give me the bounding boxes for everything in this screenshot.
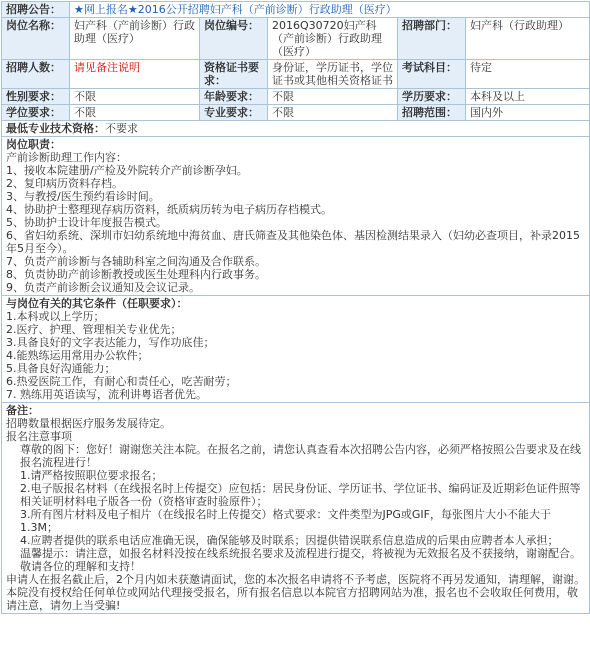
- certificate-value: 身份证，学历证书，学位证书或其他相关资格证书: [268, 60, 398, 89]
- major-value: 不限: [268, 105, 398, 121]
- position-code-value: 2016Q30720妇产科（产前诊断）行政助理（医疗）: [268, 18, 398, 60]
- duties-section: [2, 137, 590, 296]
- requirement-line: 7. 熟练用英语读写，流利讲粤语者优先。: [6, 388, 207, 401]
- remark-line: 温馨提示：请注意，如报名材料没按在线系统报名要求及流程进行提交，将被视为无效报名及不获接纳，谢谢配合。敬请各位的理解和支持！: [20, 547, 581, 573]
- duty-line: 3、与教授/医生预约看诊时间。: [6, 190, 160, 203]
- min-qualification-row: [2, 121, 590, 137]
- department-value: 妇产科（行政助理）: [466, 18, 590, 60]
- duty-line: 8、负责协助产前诊断教授或医生处理科内行政事务。: [6, 268, 266, 281]
- duty-line: 产前诊断助理工作内容：: [6, 151, 127, 164]
- remark-line: 招聘数量根据医疗服务发展待定。: [6, 417, 171, 430]
- scope-value: 国内外: [466, 105, 590, 121]
- headcount-label: 招聘人数：: [2, 60, 70, 89]
- duty-line: 4、协助护士整理现存病历资料，纸质病历转为电子病历存档模式。: [6, 203, 332, 216]
- position-name-value: 妇产科（产前诊断）行政助理（医疗）: [70, 18, 200, 60]
- requirements-heading: 与岗位有关的其它条件（任职要求）：: [6, 297, 188, 310]
- min-qualification-value: 不要求: [105, 122, 138, 135]
- requirement-line: 5.具备良好沟通能力；: [6, 362, 116, 375]
- remarks-section: [2, 403, 590, 614]
- headcount-value: 请见备注说明: [70, 60, 200, 89]
- scope-label: 招聘范围：: [398, 105, 466, 121]
- notice-title: ★网上报名★2016公开招聘妇产科（产前诊断）行政助理（医疗）: [70, 2, 590, 18]
- certificate-label: 资格证书要求：: [200, 60, 268, 89]
- degree-label: 学位要求：: [2, 105, 70, 121]
- remark-line: 2.电子版报名材料（在线报名时上传提交）应包括：居民身份证、学历证书、学位证书、编码证及近期彩色证件照等相关证明材料电子版各一份（资格审查时验原件）；: [20, 482, 581, 508]
- job-posting-table: [1, 1, 590, 614]
- remark-line: 尊敬的阁下：您好！谢谢您关注本院。在报名之前，请您认真查看本次招聘公告内容，必须严格按照公告要求及在线报名流程进行！: [20, 443, 581, 469]
- remarks-heading: 备注：: [6, 404, 39, 417]
- requirement-line: 2.医疗、护理、管理相关专业优先；: [6, 323, 182, 336]
- education-label: 学历要求：: [398, 89, 466, 105]
- duty-line: 2、复印病历资料存档。: [6, 177, 123, 190]
- major-label: 专业要求：: [200, 105, 268, 121]
- duty-line: 9、负责产前诊断会议通知及会议记录。: [6, 281, 200, 294]
- age-label: 年龄要求：: [200, 89, 268, 105]
- duties-heading: 岗位职责：: [6, 138, 61, 151]
- notice-label: 招聘公告：: [2, 2, 70, 18]
- position-name-label: 岗位名称：: [2, 18, 70, 60]
- requirements-section: [2, 296, 590, 403]
- remark-line: 本院没有授权给任何单位或网站代理接受报名，所有报名信息以本院官方招聘网站为准，报名也不会收取任何费用，敬请注意，请勿上当受骗!: [6, 586, 578, 612]
- duty-line: 1、接收本院建册/产检及外院转介产前诊断孕妇。: [6, 164, 248, 177]
- remark-line: 4.应聘者提供的联系电话应准确无误，确保能够及时联系；因提供错误联系信息造成的后果由应聘者本人承担；: [20, 534, 559, 547]
- duty-line: 5、协助护士设计年度报告模式。: [6, 216, 167, 229]
- remark-line: 3.所有图片材料及电子相片（在线报名时上传提交）格式要求：文件类型为JPG或GIF，每张图片大小不能大于1.3M；: [20, 508, 551, 534]
- min-qualification-label: 最低专业技术资格：: [6, 122, 105, 135]
- degree-value: 不限: [70, 105, 200, 121]
- position-code-label: 岗位编号：: [200, 18, 268, 60]
- requirement-line: 1.本科或以上学历；: [6, 310, 105, 323]
- department-label: 招聘部门：: [398, 18, 466, 60]
- duty-line: 6、省妇幼系统、深圳市妇幼系统地中海贫血、唐氏筛查及其他染色体、基因检测结果录入（妇幼必查项目，补录2015年5月至今）。: [6, 229, 580, 255]
- gender-value: 不限: [70, 89, 200, 105]
- education-value: 本科及以上: [466, 89, 590, 105]
- remark-line: 1.请严格按照职位要求报名；: [20, 469, 163, 482]
- requirement-line: 3.具备良好的文字表达能力，写作功底佳；: [6, 336, 215, 349]
- requirement-line: 6.热爱医院工作，有耐心和责任心，吃苦耐劳；: [6, 375, 237, 388]
- remark-line: 申请人在报名截止后，2个月内如未获邀请面试，您的本次报名申请将不予考虑，医院将不再另发通知，请理解，谢谢。: [6, 573, 585, 586]
- remark-line: 报名注意事项: [6, 430, 72, 443]
- gender-label: 性别要求：: [2, 89, 70, 105]
- exam-value: 待定: [466, 60, 590, 89]
- duty-line: 7、负责产前诊断与各辅助科室之间沟通及合作联系。: [6, 255, 266, 268]
- exam-label: 考试科目：: [398, 60, 466, 89]
- age-value: 不限: [268, 89, 398, 105]
- requirement-line: 4.能熟练运用常用办公软件；: [6, 349, 149, 362]
